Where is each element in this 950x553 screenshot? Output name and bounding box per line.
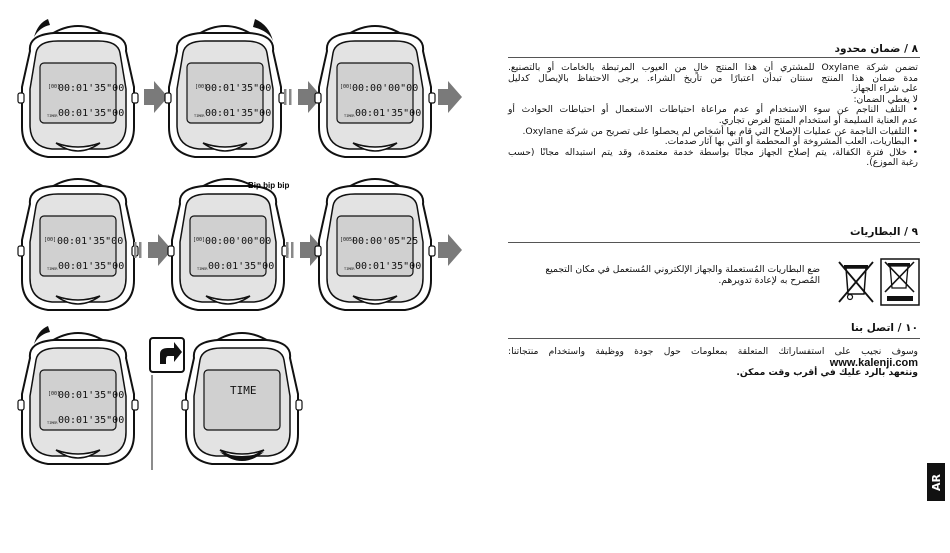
w5-line1: 00:00'00"00 — [205, 236, 272, 247]
w3-line1: 00:00'00"00 — [352, 83, 419, 94]
warranty-line: عدم العناية السليمة أو استخدام المنتج لغرض تجاري. — [718, 114, 918, 126]
w3-timer: TIMER — [344, 114, 355, 118]
warranty-line: لا يغطي الضمان: — [853, 93, 918, 105]
w4-line1: 00:01'35"00 — [57, 236, 124, 247]
warranty-rule — [508, 57, 920, 58]
w6-timer: TIMER — [344, 267, 355, 271]
w6-tag: [005] — [340, 237, 356, 243]
contact-rule — [508, 338, 920, 339]
warranty-body — [508, 63, 918, 169]
contact-body — [508, 347, 918, 379]
w5-line2: 00:01'35"00 — [208, 261, 275, 272]
warranty-line: • خلال فترة الكفالة، يتم إصلاح الجهاز مجانًا بواسطة خدمة معتمدة، وقد يتم استبداله مجانًا (حسب — [508, 146, 918, 158]
warranty-line: • التلف الناجم عن سوء الاستخدام أو عدم مراعاة احتياطات الاستعمال أو احتياطات الحوادث أو — [508, 104, 918, 116]
w7-line1: 00:01'35"00 — [58, 390, 125, 401]
watch-figure — [0, 0, 470, 553]
w2-timer: TIMER — [194, 114, 205, 118]
w7-line2: 00:01'35"00 — [58, 415, 125, 426]
w5-timer: TIMER — [197, 267, 208, 271]
w1-tag: [00] — [48, 84, 61, 90]
w6-line2: 00:01'35"00 — [355, 261, 422, 272]
batteries-line: ضع البطاريات المُستعملة والجهاز الإلكتروني المُستعمل في مكان التجميع — [545, 264, 820, 275]
w1-timer: TIMER — [47, 114, 58, 118]
w4-timer: TIMER — [47, 267, 58, 271]
language-tab — [927, 463, 945, 501]
warranty-line: رغبة الموزع). — [866, 157, 918, 169]
warranty-line: تضمن شركة Oxylane للمشتري أن هذا المنتج خالٍ من العيوب المرتبطة بالخامات أو بالتصنيع. — [508, 62, 918, 73]
w7-tag: [00] — [48, 391, 61, 397]
w3-line2: 00:01'35"00 — [355, 108, 422, 119]
w4-line2: 00:01'35"00 — [58, 261, 125, 272]
w8-line1: TIME — [230, 384, 257, 397]
warranty-line: • البطاريات، العلب المشروخة أو المحطمة أو التي بها آثار صدمات. — [664, 136, 918, 148]
contact-title: ١٠ / اتصل بنا — [850, 322, 918, 334]
language-tab-label: AR — [929, 473, 943, 491]
warranty-line: على شراء الجهاز. — [850, 83, 918, 95]
watch-8 — [182, 333, 302, 464]
w2-tag: [00] — [195, 84, 208, 90]
warranty-line: • التلفيات الناجمة عن عمليات الإصلاح التي قام بها أشخاص لم يحصلوا على تصريح من شركة Oxylane. — [522, 125, 918, 137]
w2-line2: 00:01'35"00 — [205, 108, 272, 119]
w7-timer: TIMER — [47, 421, 58, 425]
w6-line1: 00:00'05"25 — [352, 236, 419, 247]
batteries-line: المُصرح به لإعادة تدويرهم. — [718, 274, 820, 286]
crossed-bin-icon — [837, 258, 875, 306]
w1-line1: 00:01'35"00 — [58, 83, 125, 94]
w5-tag: [00] — [193, 237, 206, 243]
batteries-title: ٩ / البطاريات — [849, 226, 918, 238]
contact-line3: ونتعهد بالرد عليك في أقرب وقت ممكن. — [736, 367, 918, 379]
bip-label: Bip bip bip — [248, 181, 290, 190]
contact-line1: وسوف نجيب على استفساراتك المتعلقة بمعلومات حول جودة ووظيفة واستخدام منتجاتنا: — [508, 346, 918, 357]
batteries-rule — [508, 242, 920, 243]
w4-tag: [00] — [44, 237, 57, 243]
w1-line2: 00:01'35"00 — [58, 108, 125, 119]
w3-tag: [00] — [340, 84, 353, 90]
w2-line1: 00:01'35"00 — [205, 83, 272, 94]
website-link[interactable]: www.kalenji.com — [829, 356, 918, 369]
batteries-body — [508, 265, 820, 286]
warranty-line: مدة ضمان هذا المنتج سنتان تبدأن اعتبارًا من تاريخ الشراء. يرجى الاحتفاظ بالإيصال كدليل — [508, 72, 918, 84]
warranty-title: ٨ / ضمان محدود — [834, 43, 918, 55]
crossed-bin-bar-icon — [880, 258, 920, 306]
